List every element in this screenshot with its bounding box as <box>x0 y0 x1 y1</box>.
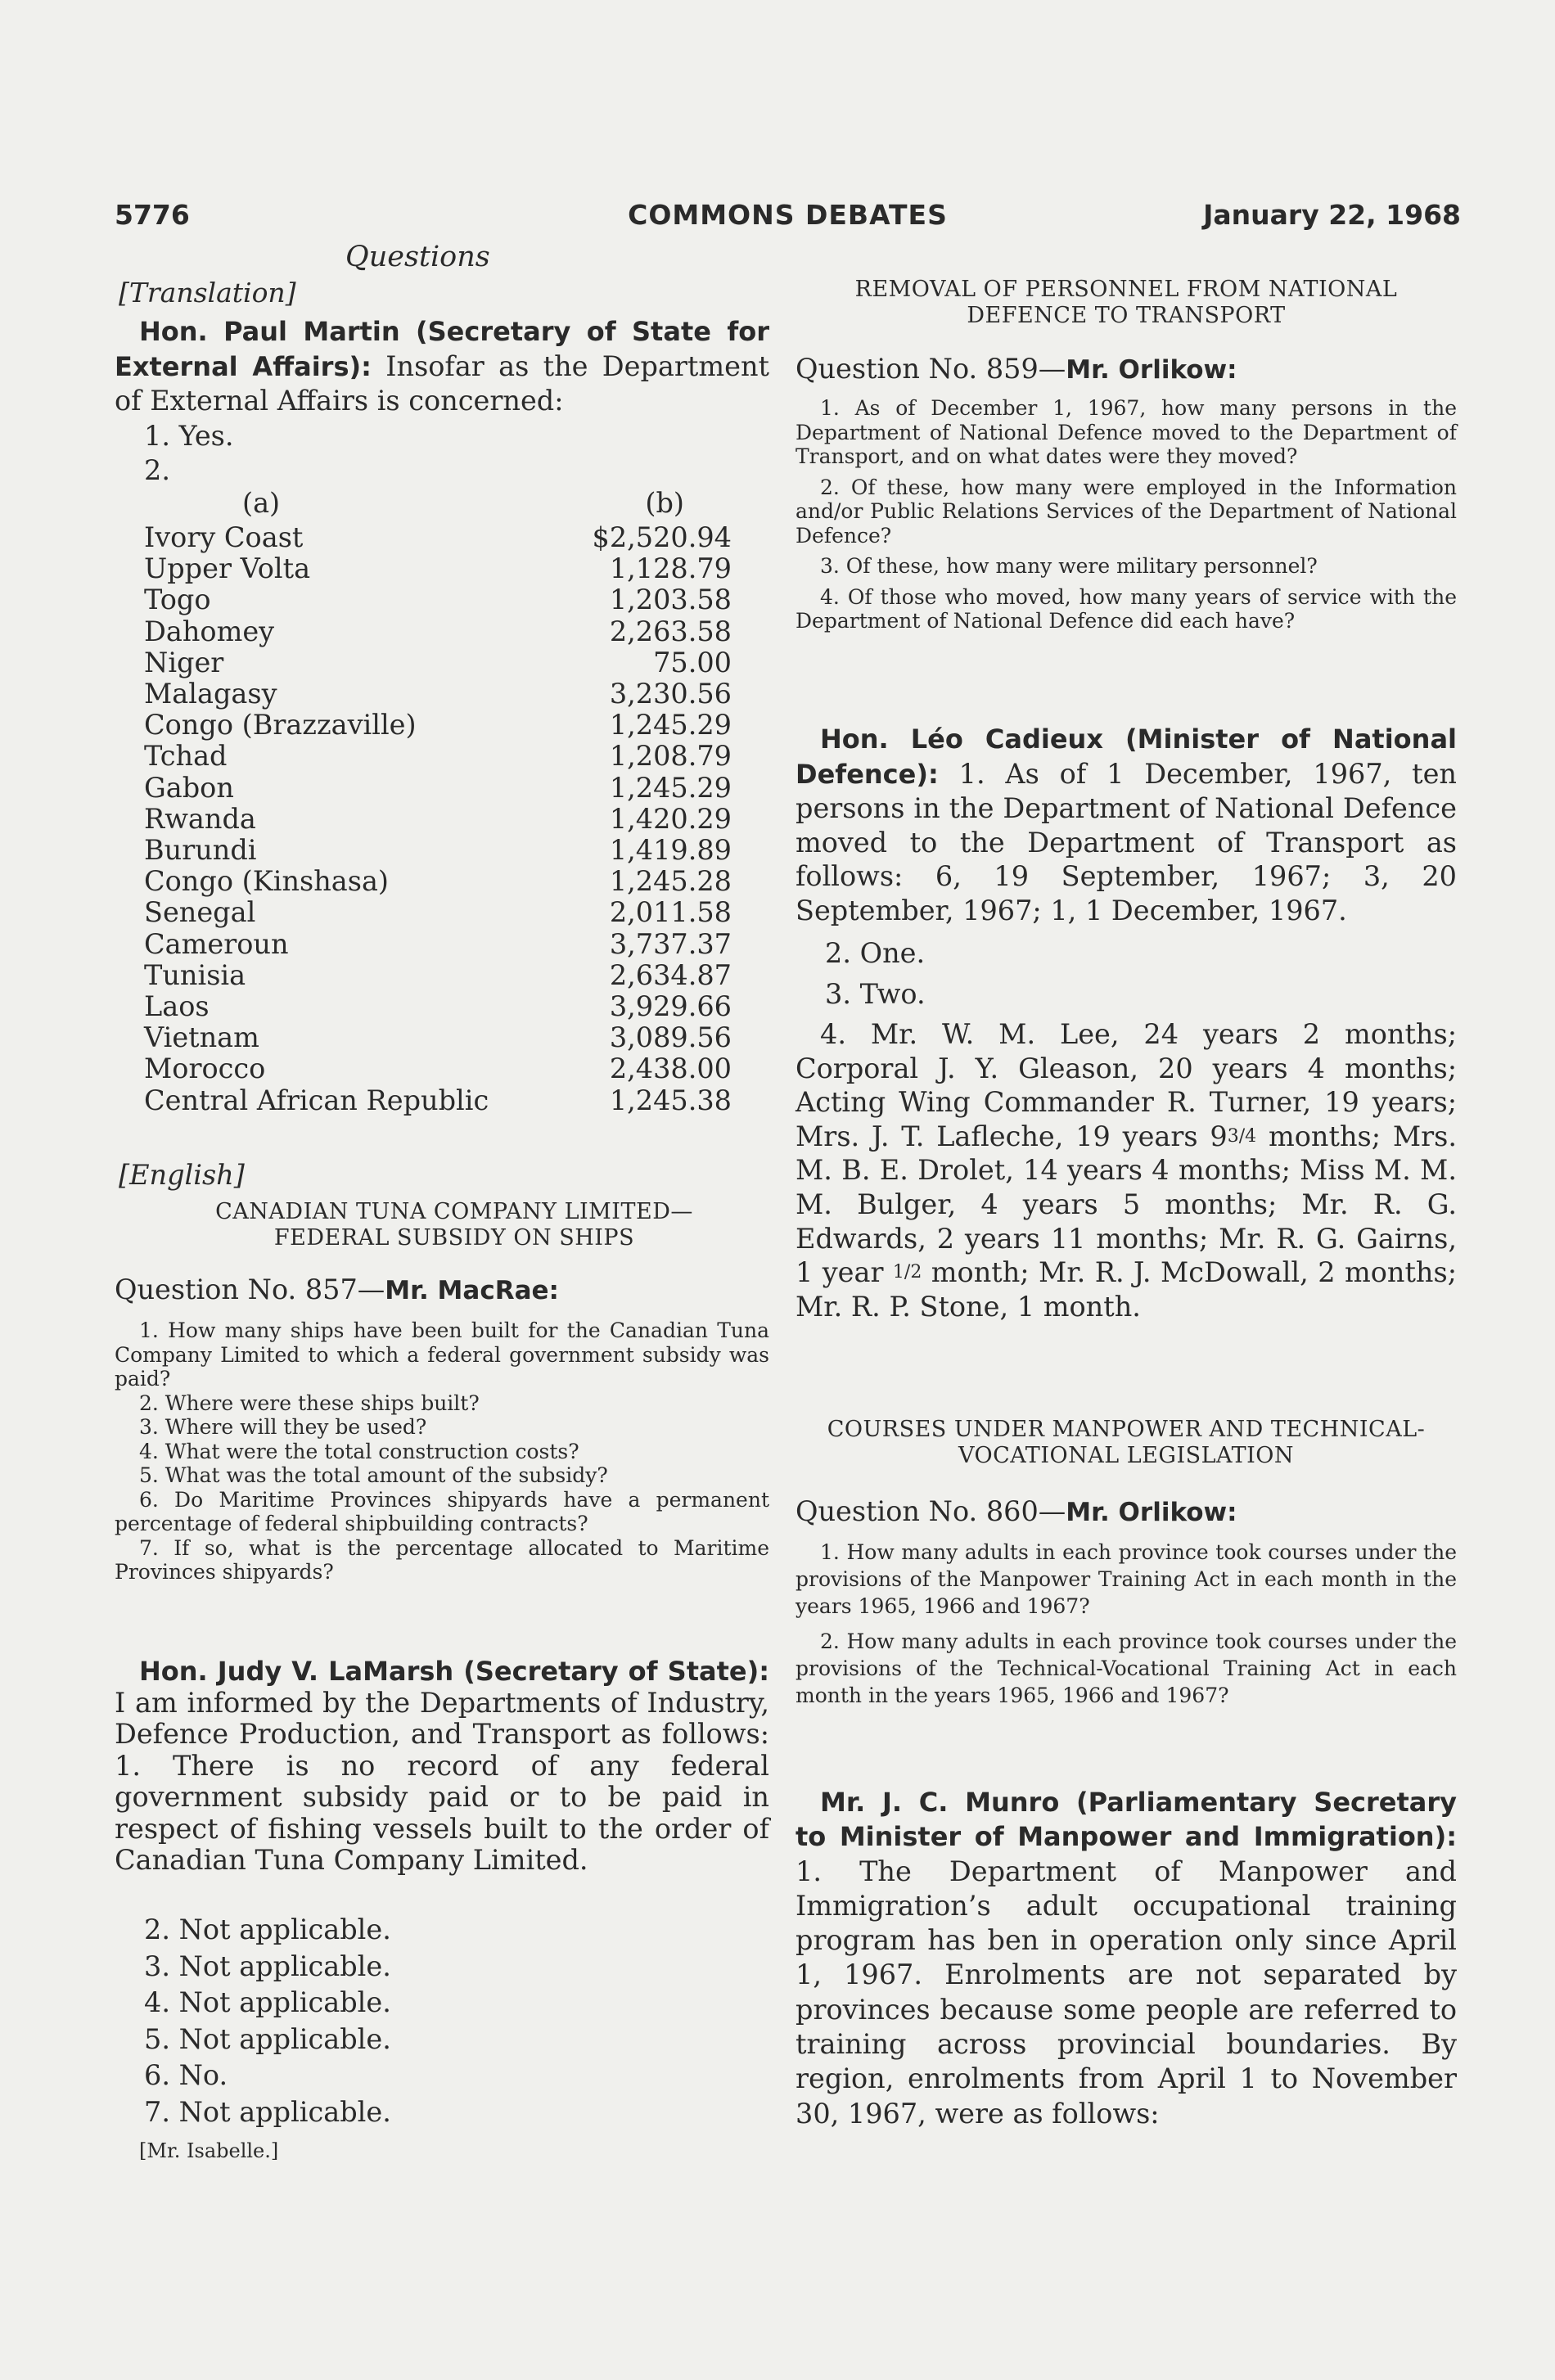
lamarsh-items <box>144 1912 769 2130</box>
section-heading: Questions <box>345 241 490 273</box>
member-name: Mr. Orlikow: <box>1066 1498 1237 1527</box>
heading-line: COURSES UNDER MANPOWER AND TECHNICAL- <box>827 1417 1426 1442</box>
column-header-b: (b) <box>645 487 684 519</box>
table-row <box>144 897 766 928</box>
country-name: Niger <box>144 646 224 678</box>
removal-heading <box>796 277 1457 329</box>
country-name: Cameroun <box>144 927 289 960</box>
country-amount: 75.00 <box>653 646 732 678</box>
country-name: Burundi <box>144 834 257 867</box>
speaker-name: Mr. J. C. Munro (Parliamentary Secretary to Minister of Manpower and Immigration): <box>796 1787 1457 1853</box>
country-name: Tunisia <box>144 958 246 991</box>
table-row <box>144 1085 766 1116</box>
speaker-name: Hon. Paul Martin (Secretary of State for External Affairs): <box>115 316 769 382</box>
footer-note: [Mr. Isabelle.] <box>139 2139 279 2162</box>
question-number: Question No. 859— <box>796 353 1066 385</box>
country-amount: 1,420.29 <box>609 802 732 835</box>
country-amount: $2,520.94 <box>592 521 732 553</box>
question-item: 2. Where were these ships built? <box>139 1391 480 1415</box>
country-amount: 3,230.56 <box>609 678 732 710</box>
heading-line: REMOVAL OF PERSONNEL FROM NATIONAL <box>854 277 1398 302</box>
table-row <box>144 1022 766 1053</box>
question-857-title <box>115 1273 769 1307</box>
question-item: 5. What was the total amount of the subsidy? <box>139 1463 608 1487</box>
country-amount: 3,737.37 <box>609 927 732 960</box>
table-row <box>144 710 766 741</box>
answer-text: 1. The Department of Manpower and Immigration’s adult occupational training program has ben in operation only since April 1, 1967. Enrolments are not separated by provinces because some people are referred to training across provincial boundaries. By region, enrolments from April 1 to November 30, 1967, were as follows: <box>796 1855 1457 2130</box>
country-amount: 1,203.58 <box>609 584 732 616</box>
country-amount-table <box>144 485 766 1116</box>
table-row <box>144 584 766 615</box>
country-name: Ivory Coast <box>144 521 304 553</box>
question-859-items <box>796 396 1457 633</box>
country-name: Vietnam <box>144 1021 259 1054</box>
question-860-items <box>796 1539 1457 1709</box>
answer-item-2: 2. <box>144 454 170 486</box>
question-item: 4. Of those who moved, how many years of service with the Department of National Defence did each have? <box>796 584 1457 633</box>
table-row <box>144 960 766 991</box>
page-number: 5776 <box>115 199 190 231</box>
table-row <box>144 678 766 710</box>
heading-line: CANADIAN TUNA COMPANY LIMITED— <box>215 1199 693 1224</box>
speaker-name: Hon. Léo Cadieux (Minister of National Defence): <box>796 723 1457 790</box>
fraction: 3/4 <box>1227 1125 1257 1147</box>
question-item: 1. How many adults in each province took courses under the provisions of the Manpower Training Act in each month in the years 1965, 1966 and 1967? <box>796 1540 1457 1618</box>
answer-item-1: 1. Yes. <box>144 420 234 452</box>
answer-text: 4. Mr. W. M. Lee, 24 years 2 months; Corporal J. Y. Gleason, 20 years 4 months; Acting Wing Commander R. Turner, 19 years; Mrs. J. T. Lafleche, 19 years 9 <box>796 1018 1457 1152</box>
table-row <box>144 741 766 772</box>
question-item: 7. If so, what is the percentage allocated to Maritime Provinces shipyards? <box>115 1535 769 1584</box>
answer-item: 3. Not applicable. <box>144 1950 391 1982</box>
country-name: Laos <box>144 990 210 1023</box>
english-label: [English] <box>119 1159 245 1191</box>
country-name: Malagasy <box>144 678 277 710</box>
heading-line: DEFENCE TO TRANSPORT <box>967 303 1286 328</box>
country-amount: 1,245.29 <box>609 709 732 741</box>
country-name: Dahomey <box>144 615 275 647</box>
country-name: Tchad <box>144 740 228 773</box>
translation-label: [Translation] <box>119 277 296 309</box>
table-row <box>144 616 766 647</box>
country-name: Central African Republic <box>144 1084 489 1116</box>
country-amount: 1,245.28 <box>609 865 732 898</box>
table-row <box>144 804 766 835</box>
question-item: 3. Where will they be used? <box>139 1415 427 1439</box>
munro-answer <box>796 1785 1457 2131</box>
country-amount: 2,011.58 <box>609 896 732 929</box>
question-859-title <box>796 353 1457 386</box>
question-item: 6. Do Maritime Provinces shipyards have a permanent percentage of federal shipbuilding contracts? <box>115 1487 769 1535</box>
country-amount: 2,263.58 <box>609 615 732 647</box>
question-item: 2. How many adults in each province took courses under the provisions of the Technical-Vocational Training Act in each month in the years 1965, 1966 and 1967? <box>796 1629 1457 1707</box>
answer-item: 2. Not applicable. <box>144 1913 391 1945</box>
cadieux-answer <box>796 722 1457 928</box>
question-item: 3. Of these, how many were military personnel? <box>820 554 1318 578</box>
table-row <box>144 1053 766 1084</box>
courses-heading <box>796 1417 1457 1469</box>
publication-title: COMMONS DEBATES <box>628 199 948 231</box>
fraction: 1/2 <box>892 1262 922 1283</box>
question-860-title <box>796 1495 1457 1529</box>
country-amount: 1,245.29 <box>609 771 732 804</box>
answer-text: I am informed by the Departments of Industry, Defence Production, and Transport as follows: 1. There is no record of any federal government subsidy paid or to be paid in respect of fishing vessels built to the order of Canadian Tuna Company Limited. <box>115 1686 769 1876</box>
column-header-a: (a) <box>242 487 281 519</box>
country-rows <box>144 522 766 1116</box>
answer-item: 4. Not applicable. <box>144 1986 391 2018</box>
member-name: Mr. Orlikow: <box>1066 355 1237 385</box>
member-name: Mr. MacRae: <box>385 1276 559 1305</box>
country-amount: 2,438.00 <box>609 1053 732 1085</box>
country-name: Congo (Brazzaville) <box>144 709 417 741</box>
table-row <box>144 866 766 897</box>
answer-item: 5. Not applicable. <box>144 2022 391 2055</box>
speaker-name: Hon. Judy V. LaMarsh (Secretary of State): <box>139 1656 769 1687</box>
country-name: Senegal <box>144 896 256 929</box>
country-name: Togo <box>144 584 211 616</box>
cadieux-item-3: 3. Two. <box>825 978 926 1010</box>
country-amount: 1,419.89 <box>609 834 732 867</box>
table-row <box>144 773 766 804</box>
table-row <box>144 991 766 1022</box>
country-amount: 3,929.66 <box>609 990 732 1023</box>
answer-item: 7. Not applicable. <box>144 2095 391 2128</box>
question-item: 1. How many ships have been built for the Canadian Tuna Company Limited to which a federal government subsidy was paid? <box>115 1318 769 1391</box>
table-row <box>144 553 766 584</box>
cadieux-item-2: 2. One. <box>825 937 926 969</box>
question-item: 2. Of these, how many were employed in the Information and/or Public Relations Services of the Department of National Defence? <box>796 475 1457 548</box>
answer-text: month; Mr. R. J. McDowall, 2 months; Mr. R. P. Stone, 1 month. <box>796 1256 1457 1323</box>
country-amount: 1,208.79 <box>609 740 732 773</box>
heading-line: FEDERAL SUBSIDY ON SHIPS <box>273 1225 635 1251</box>
page-header <box>115 199 1461 240</box>
tuna-heading <box>139 1199 769 1251</box>
country-amount: 3,089.56 <box>609 1021 732 1054</box>
answer-item: 6. No. <box>144 2059 228 2091</box>
country-name: Rwanda <box>144 802 256 835</box>
country-amount: 2,634.87 <box>609 958 732 991</box>
country-amount: 1,245.38 <box>609 1084 732 1116</box>
table-row <box>144 835 766 866</box>
question-number: Question No. 857— <box>115 1273 385 1305</box>
heading-line: VOCATIONAL LEGISLATION <box>958 1443 1295 1468</box>
lamarsh-answer <box>115 1656 769 1877</box>
question-item: 1. As of December 1, 1967, how many persons in the Department of National Defence moved to the Department of Transport, and on what dates were they moved? <box>796 396 1457 468</box>
table-row <box>144 929 766 960</box>
table-row <box>144 522 766 553</box>
answer-text: months; Mrs. M. B. E. Drolet, 14 years 4 months; Miss M. M. M. Bulger, 4 years 5 months; Mr. R. G. Edwards, 2 years 11 months; Mr. R. G. Gairns, 1 year <box>796 1120 1457 1289</box>
page-date: January 22, 1968 <box>1203 199 1461 231</box>
country-amount: 1,128.79 <box>609 552 732 585</box>
cadieux-item-4 <box>796 1017 1457 1323</box>
question-number: Question No. 860— <box>796 1495 1066 1527</box>
country-name: Congo (Kinshasa) <box>144 865 389 898</box>
answer-text: 1. As of 1 December, 1967, ten persons in the Department of National Defence moved to the Department of Transport as follows: 6, 19 September, 1967; 3, 20 September, 1967; 1, 1 December, 1967. <box>796 757 1457 926</box>
martin-answer <box>115 314 769 418</box>
country-name: Morocco <box>144 1053 266 1085</box>
question-item: 4. What were the total construction costs? <box>139 1439 579 1463</box>
table-row <box>144 647 766 678</box>
answer-text: Insofar as the Department of External Affairs is concerned: <box>115 349 770 417</box>
country-name: Gabon <box>144 771 234 804</box>
country-name: Upper Volta <box>144 552 311 585</box>
question-857-items <box>115 1318 769 1584</box>
